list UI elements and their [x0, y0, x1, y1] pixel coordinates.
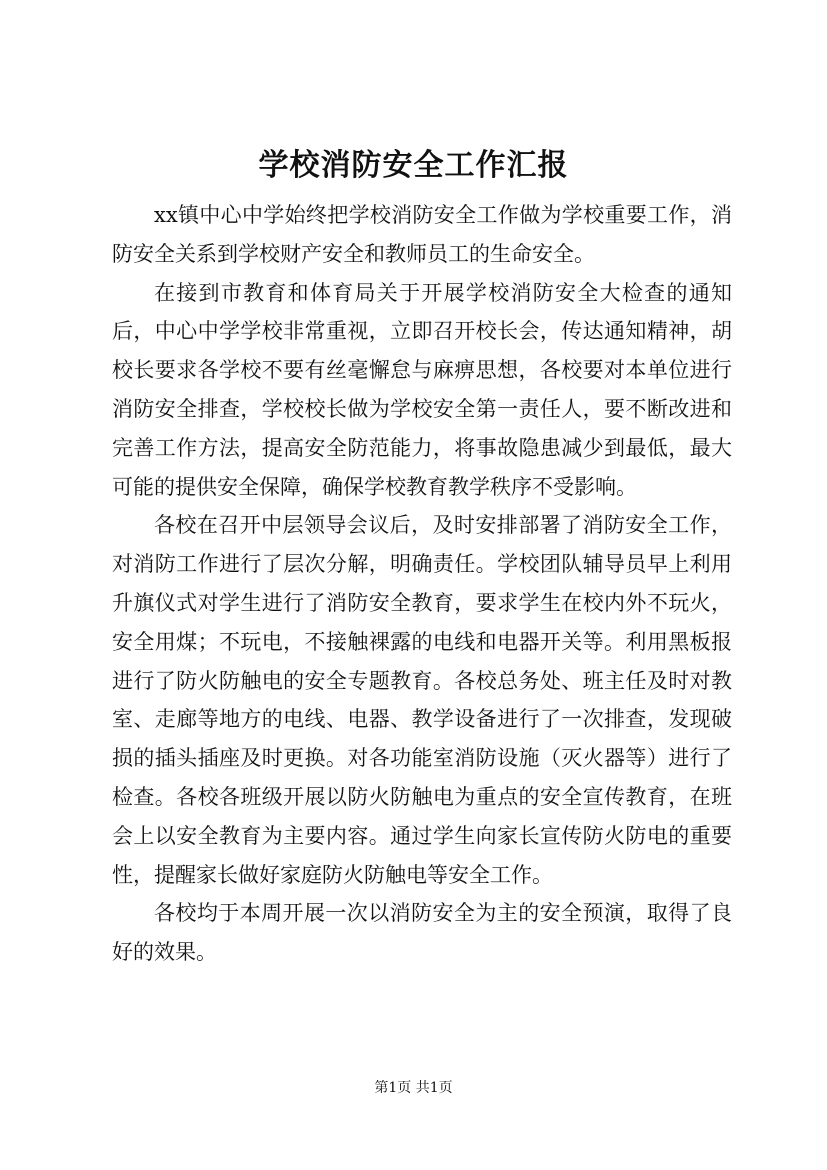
document-body — [112, 196, 732, 972]
document-title: 学校消防安全工作汇报 — [258, 148, 569, 183]
paragraph-drill: 各校均于本周开展一次以消防安全为主的安全预演，取得了良好的效果。 — [112, 901, 732, 965]
paragraph-measures: 各校在召开中层领导会议后，及时安排部署了消防安全工作，对消防工作进行了层次分解，明确责任。学校团队辅导员早上利用升旗仪式对学生进行了消防安全教育，要求学生在校内外不玩火，安全用煤；不玩电，不接触裸露的电线和电器开关等。利用黑板报进行了防火防触电的安全专题教育。各校总务处、班主任及时对教室、走廊等地方的电线、电器、教学设备进行了一次排查，发现破损的插头插座及时更换。对各功能室消防设施（灭火器等）进行了检查。各校各班级开展以防火防触电为重点的安全宣传教育，在班会上以安全教育为主要内容。通过学生向家长宣传防火防电的重要性，提醒家长做好家庭防火防触电等安全工作。 — [112, 513, 732, 887]
page-footer: 第1页 共1页 — [374, 1080, 453, 1096]
paragraph-notice-response: 在接到市教育和体育局关于开展学校消防安全大检查的通知后，中心中学学校非常重视，立即召开校长会，传达通知精神，胡校长要求各学校不要有丝毫懈怠与麻痹思想，各校要对本单位进行消防安全排查，学校校长做为学校安全第一责任人，要不断改进和完善工作方法，提高安全防范能力，将事故隐患减少到最低，最大可能的提供安全保障，确保学校教育教学秩序不受影响。 — [112, 280, 732, 499]
paragraph-intro: xx镇中心中学始终把学校消防安全工作做为学校重要工作，消防安全关系到学校财产安全和教师员工的生命安全。 — [112, 203, 732, 266]
